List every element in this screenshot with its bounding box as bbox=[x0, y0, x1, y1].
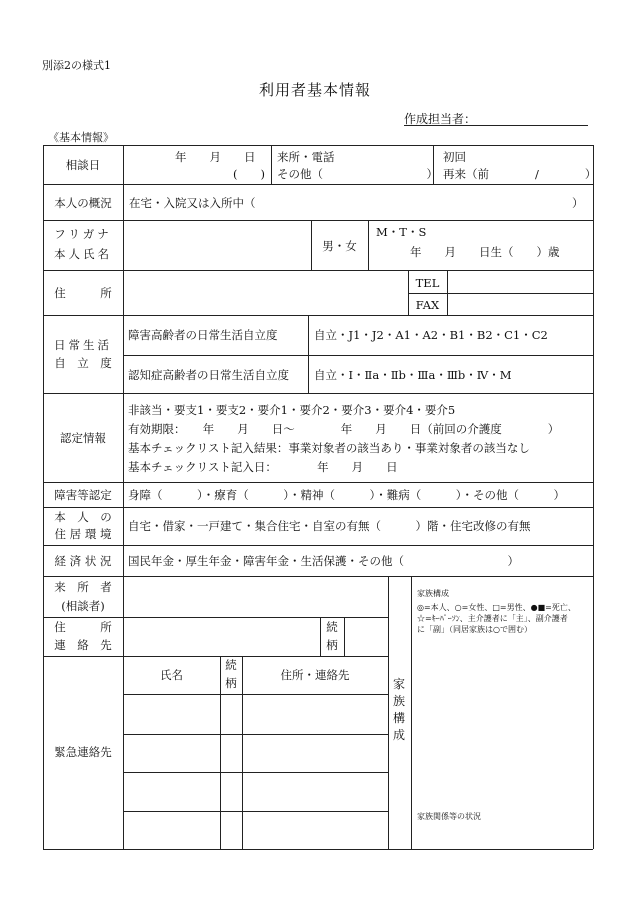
name-label: 本人氏名 bbox=[54, 247, 112, 261]
housing-options[interactable]: 自宅・借家・一戸建て・集合住宅・自室の有無（ ）階・住宅改修の有無 bbox=[128, 519, 531, 533]
consult-method-visit[interactable]: 来所・電話 bbox=[277, 150, 335, 164]
daily-label-2: 自 立 度 bbox=[54, 356, 112, 370]
daily-label-1: 日常生活 bbox=[54, 338, 112, 352]
disability-label: 障害等認定 bbox=[54, 488, 112, 502]
visitor-label-1: 来 所 者 bbox=[54, 580, 112, 594]
visitor-field[interactable] bbox=[124, 577, 387, 616]
furigana-label: フリガナ bbox=[54, 227, 112, 241]
overview-field[interactable]: 在宅・入院又は入所中（ bbox=[129, 196, 256, 210]
emergency-label: 緊急連絡先 bbox=[54, 745, 112, 759]
consult-method-other[interactable]: その他（ ） bbox=[277, 167, 438, 181]
housing-label-2: 住 居 環 境 bbox=[54, 527, 112, 541]
consult-first-option[interactable]: 初回 bbox=[443, 150, 466, 164]
overview-close: ） bbox=[572, 196, 584, 210]
consult-revisit-option[interactable]: 再来（前 / ） bbox=[443, 167, 597, 181]
cert-label: 認定情報 bbox=[60, 431, 106, 445]
family-legend-title: 家族構成 bbox=[417, 589, 449, 598]
visitor-label-2: (相談者) bbox=[61, 599, 105, 613]
housing-label-1: 本 人 の bbox=[54, 510, 112, 524]
family-relation-note: 家族関係等の状況 bbox=[417, 812, 481, 821]
contact-rel-label-2: 柄 bbox=[326, 638, 338, 652]
economy-label: 経 済 状 況 bbox=[54, 554, 112, 568]
emergency-row[interactable] bbox=[124, 773, 387, 811]
family-legend-line-1: ◎=本人、○=女性、□=男性、●■=死亡、 bbox=[417, 603, 576, 612]
tel-field[interactable] bbox=[448, 271, 592, 292]
disabled-elderly-options[interactable]: 自立・J1・J2・A1・A2・B1・B2・C1・C2 bbox=[314, 328, 548, 342]
contact-rel-field[interactable] bbox=[345, 618, 387, 655]
birth-date-field[interactable]: 年 月 日生（ ）歳 bbox=[410, 245, 560, 259]
consult-date-field[interactable]: 年 月 日 bbox=[175, 150, 256, 164]
checklist-result-options[interactable]: 基本チェックリスト記入結果：事業対象者の該当あり・事業対象者の該当なし bbox=[128, 441, 530, 455]
emergency-row[interactable] bbox=[124, 812, 387, 849]
disability-options[interactable]: 身障（ ）・療育（ ）・精神（ ）・難病（ ）・その他（ ） bbox=[128, 488, 565, 502]
contact-label-1: 住 所 bbox=[54, 620, 112, 634]
consult-date-label: 相談日 bbox=[65, 158, 101, 172]
family-vertical-label: 家族構成 bbox=[392, 677, 405, 742]
birth-era-field[interactable]: M・T・S bbox=[376, 225, 427, 239]
economy-options[interactable]: 国民年金・厚生年金・障害年金・生活保護・その他（ ） bbox=[128, 554, 519, 568]
creator-underline[interactable] bbox=[404, 125, 588, 126]
emergency-col-address: 住所・連絡先 bbox=[280, 668, 350, 682]
contact-rel-label-1: 続 bbox=[326, 620, 338, 634]
checklist-date-field[interactable]: 基本チェックリスト記入日： 年 月 日 bbox=[128, 460, 398, 474]
family-legend-line-2: ☆=ｷｰﾊﾟｰｿﾝ、主介護者に「主」、副介護者 bbox=[417, 614, 568, 623]
family-legend-line-3: に「副」（同居家族は○で囲む） bbox=[417, 625, 532, 634]
section-label: 《基本情報》 bbox=[48, 131, 114, 144]
creator-label: 作成担当者： bbox=[404, 112, 477, 126]
form-code: 別添2の様式1 bbox=[42, 59, 111, 72]
cert-validity-field[interactable]: 有効期限： 年 月 日～ 年 月 日（前回の介護度 ） bbox=[128, 422, 560, 436]
emergency-col-rel-1: 続 bbox=[225, 658, 237, 672]
gender-field[interactable]: 男・女 bbox=[322, 239, 357, 253]
overview-label: 本人の概況 bbox=[54, 196, 112, 210]
disabled-elderly-label: 障害高齢者の日常生活自立度 bbox=[128, 328, 278, 342]
cert-level-options[interactable]: 非該当・要支1・要支2・要介1・要介2・要介3・要介4・要介5 bbox=[128, 403, 456, 417]
contact-field[interactable] bbox=[124, 618, 319, 655]
address-field[interactable] bbox=[124, 271, 407, 314]
fax-label: FAX bbox=[415, 298, 440, 312]
dementia-elderly-options[interactable]: 自立・Ⅰ・Ⅱa・Ⅱb・Ⅲa・Ⅲb・Ⅳ・M bbox=[314, 368, 512, 382]
contact-label-2: 連 絡 先 bbox=[54, 638, 112, 652]
emergency-col-rel-2: 柄 bbox=[225, 676, 237, 690]
consult-weekday-field[interactable]: ( ) bbox=[233, 167, 265, 181]
tel-label: TEL bbox=[415, 276, 440, 290]
name-field[interactable] bbox=[124, 221, 310, 269]
dementia-elderly-label: 認知症高齢者の日常生活自立度 bbox=[128, 368, 289, 382]
emergency-row[interactable] bbox=[124, 735, 387, 772]
fax-field[interactable] bbox=[448, 294, 592, 315]
emergency-col-name: 氏名 bbox=[160, 668, 183, 682]
family-diagram-area[interactable] bbox=[412, 640, 592, 810]
page-title: 利用者基本情報 bbox=[258, 81, 371, 99]
emergency-row[interactable] bbox=[124, 695, 387, 733]
address-label: 住 所 bbox=[54, 286, 112, 300]
